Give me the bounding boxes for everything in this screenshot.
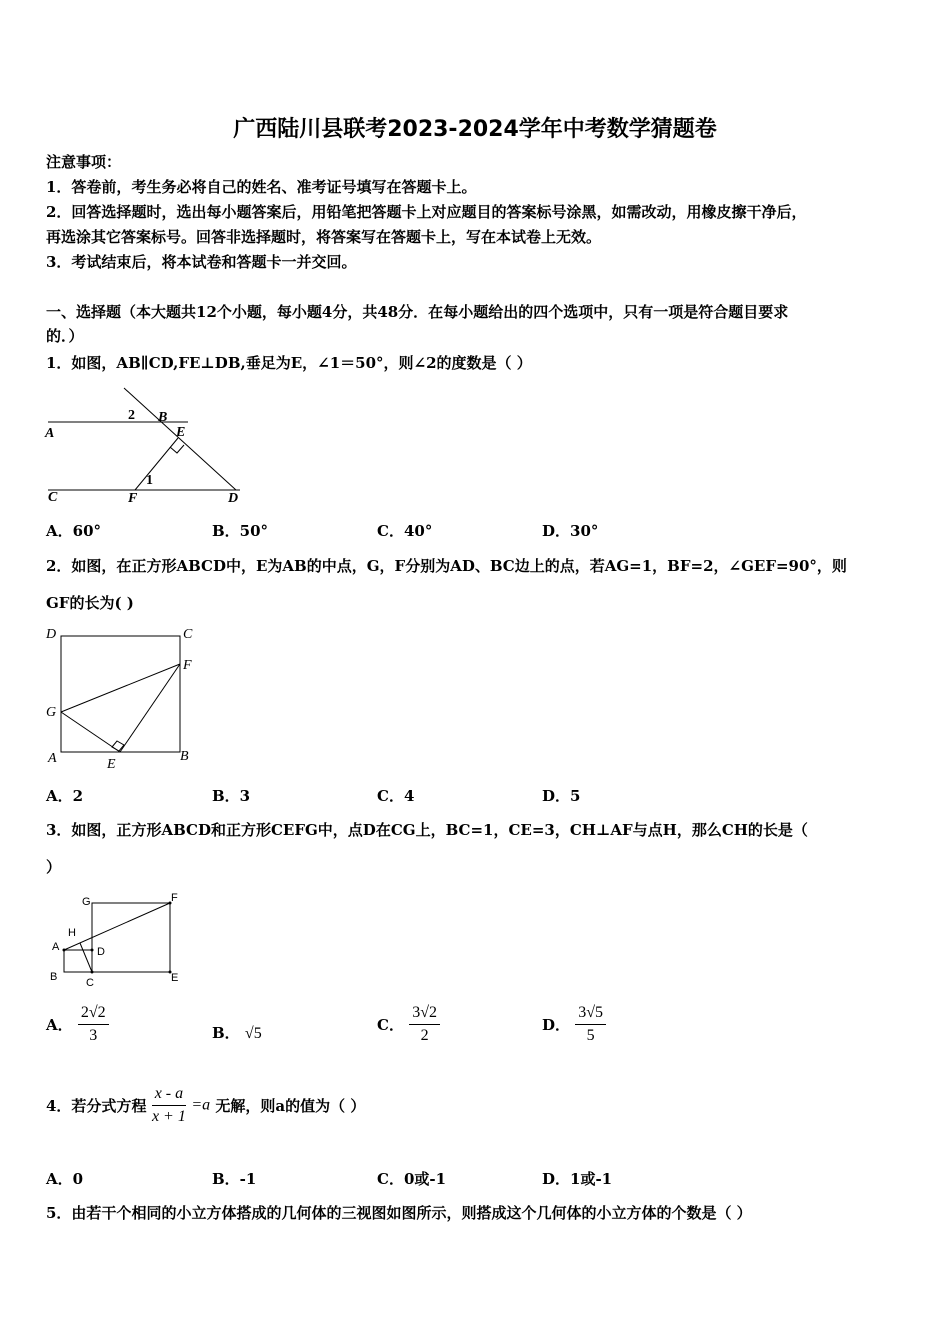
notice-item: 再选涂其它答案标号。回答非选择题时，将答案写在答题卡上，写在本试卷上无效。 <box>46 228 602 246</box>
section-heading-cont: 的．） <box>46 327 84 345</box>
q2-label-D: D <box>46 627 57 642</box>
q2-label-C: C <box>183 627 193 642</box>
q4-option-b[interactable]: B．-1 <box>212 1170 257 1188</box>
q1-label-A: A <box>45 426 55 441</box>
question-5-text: 5．由若干个相同的小立方体搭成的几何体的三视图如图所示，则搭成这个几何体的小立方体的个数是（ ） <box>46 1204 752 1222</box>
notice-heading: 注意事项： <box>46 153 122 171</box>
q3-label-H: H <box>68 927 76 939</box>
question-4-text: 4．若分式方程 $\frac{x - a}{x + 1}$ =a 无解，则a的值为（ ） <box>46 1085 366 1125</box>
notice-item: 3．考试结束后，将本试卷和答题卡一并交回。 <box>46 253 357 271</box>
q3-label-E: E <box>171 972 179 984</box>
q1-label-F: F <box>128 491 138 506</box>
q3-label-G: G <box>82 896 91 908</box>
q3-option-b[interactable]: B． √5 <box>212 1024 262 1042</box>
question-1-figure <box>40 384 260 508</box>
q2-label-G: G <box>46 705 57 720</box>
q1-option-b[interactable]: B．50° <box>212 522 269 540</box>
q3-label-D: D <box>97 946 105 958</box>
q2-label-B: B <box>180 749 189 764</box>
q1-label-B: B <box>158 410 168 425</box>
q2-option-a[interactable]: A．2 <box>46 787 84 805</box>
q4-option-d[interactable]: D．1或-1 <box>542 1170 613 1188</box>
q1-label-D: D <box>228 491 239 506</box>
question-2-text-cont: GF的长为( ) <box>46 594 134 612</box>
q2-option-b[interactable]: B．3 <box>212 787 251 805</box>
notice-item: 1．答卷前，考生务必将自己的姓名、准考证号填写在答题卡上。 <box>46 178 477 196</box>
question-3-figure <box>44 888 194 990</box>
q2-label-A: A <box>48 751 57 766</box>
q1-label-C: C <box>48 490 58 505</box>
question-1-text: 1．如图，AB∥CD,FE⊥DB,垂足为E，∠1＝50°，则∠2的度数是（ ） <box>46 354 532 372</box>
q3-label-C: C <box>86 977 94 989</box>
section-heading: 一、选择题（本大题共12个小题，每小题4分，共48分．在每小题给出的四个选项中，只有一项是符合题目要求 <box>46 303 789 321</box>
q3-option-c[interactable]: C． $\frac{3√2}{2}$ <box>377 1002 440 1047</box>
q3-label-A: A <box>52 941 60 953</box>
page-title: 广西陆川县联考2023-2024学年中考数学猜题卷 <box>233 117 717 142</box>
q4-option-c[interactable]: C．0或-1 <box>377 1170 447 1188</box>
q1-option-a[interactable]: A．60° <box>46 522 102 540</box>
question-2-figure <box>40 622 210 772</box>
q1-label-angle2: 2 <box>128 408 135 423</box>
question-2-text: 2．如图，在正方形ABCD中，E为AB的中点，G，F分别为AD、BC边上的点，若AG=1，BF=2，∠GEF=90°，则 <box>46 557 847 575</box>
q3-label-B: B <box>50 971 58 983</box>
q1-label-angle1: 1 <box>146 473 153 488</box>
q3-label-F: F <box>171 892 178 904</box>
notice-item: 2．回答选择题时，选出每小题答案后，用铅笔把答题卡上对应题目的答案标号涂黑，如需改动，用橡皮擦干净后， <box>46 203 807 221</box>
q3-option-d[interactable]: D． $\frac{3√5}{5}$ <box>542 1002 606 1047</box>
q2-label-F: F <box>183 658 192 673</box>
q1-option-c[interactable]: C．40° <box>377 522 433 540</box>
q2-option-d[interactable]: D．5 <box>542 787 581 805</box>
q2-label-E: E <box>107 757 116 772</box>
q4-option-a[interactable]: A．0 <box>46 1170 84 1188</box>
question-3-text: 3．如图，正方形ABCD和正方形CEFG中，点D在CG上，BC=1，CE=3，CH⊥AF与点H，那么CH的长是（ <box>46 821 808 839</box>
question-3-text-cont: ） <box>46 858 62 876</box>
q1-label-E: E <box>176 425 186 440</box>
q1-option-d[interactable]: D．30° <box>542 522 599 540</box>
q2-option-c[interactable]: C．4 <box>377 787 415 805</box>
q3-option-a[interactable]: A． $\frac{2√2}{3}$ <box>46 1002 109 1047</box>
